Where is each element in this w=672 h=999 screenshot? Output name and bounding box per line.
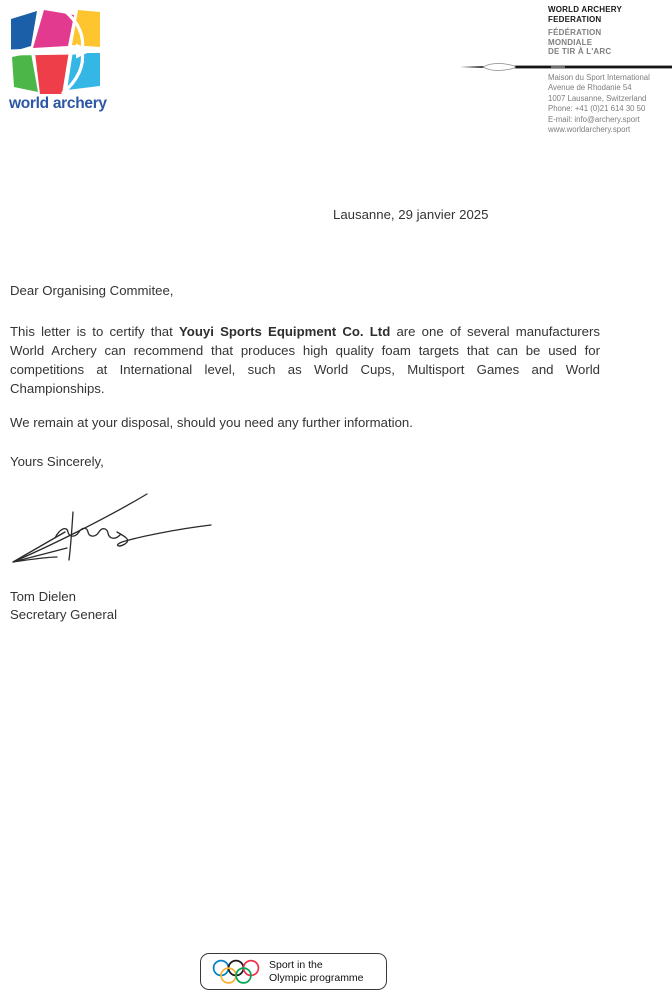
org-name-en-line2: FEDERATION — [548, 14, 602, 24]
world-archery-logo-icon — [10, 9, 101, 96]
org-name-fr-line2: MONDIALE — [548, 37, 593, 47]
signer-name: Tom Dielen — [10, 589, 76, 604]
signer-title: Secretary General — [10, 607, 118, 622]
salutation: Dear Organising Commitee, — [10, 283, 174, 298]
body-paragraph — [10, 322, 600, 398]
address-line-2: Avenue de Rhodanie 54 — [548, 83, 632, 93]
address-line-1: Maison du Sport International — [548, 73, 650, 82]
org-name-fr-line3: DE TIR À L'ARC — [548, 47, 612, 56]
badge-text-line1: Sport in the — [269, 959, 323, 971]
org-name-fr — [548, 28, 668, 57]
org-name-block — [548, 5, 668, 57]
arrow-rule-icon — [455, 61, 672, 73]
olympic-programme-badge — [200, 953, 387, 990]
signature-icon — [5, 482, 215, 572]
logo-wordmark: world archery — [9, 95, 107, 112]
badge-text-line2: Olympic programme — [269, 971, 364, 984]
olympic-rings-icon — [212, 959, 260, 985]
org-name-en — [548, 5, 668, 24]
address-email: E-mail: info@archery.sport — [548, 114, 640, 124]
address-phone: Phone: +41 (0)21 614 30 50 — [548, 104, 646, 114]
address-website: www.worldarchery.sport — [548, 125, 631, 135]
address-block — [548, 73, 668, 135]
address-line-3: 1007 Lausanne, Switzerland — [548, 93, 647, 103]
org-name-en-line1: WORLD ARCHERY — [548, 5, 623, 14]
valediction: Yours Sincerely, — [10, 454, 104, 469]
closing-line: We remain at your disposal, should you need any further information. — [10, 415, 413, 430]
dateline: Lausanne, 29 janvier 2025 — [333, 207, 489, 222]
body-text-before: This letter is to certify that — [10, 324, 179, 339]
org-name-fr-line1: FÉDÉRATION — [548, 28, 602, 37]
company-name: Youyi Sports Equipment Co. Ltd — [178, 324, 391, 339]
badge-text — [269, 959, 364, 984]
body-text-after: are one of several manufacturers World Archery can recommend that produces high quality foam targets that can be used for competitions at International level, such as World Cups, Multisport Games and World Championships. — [10, 324, 601, 396]
